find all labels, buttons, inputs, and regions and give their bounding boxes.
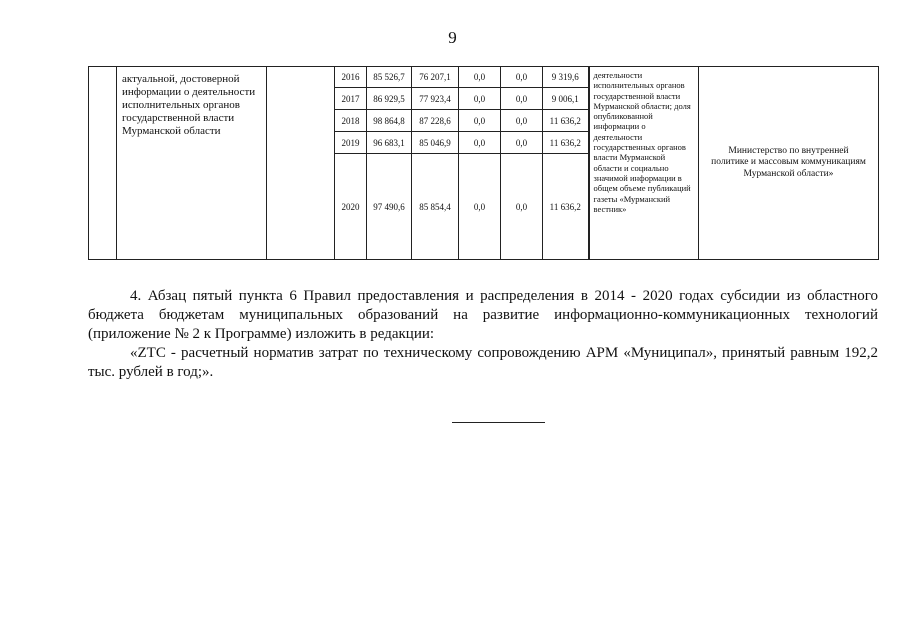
budget-table-container <box>88 66 879 260</box>
total-cell: 97 490,6 <box>367 154 412 260</box>
federal-cell: 0,0 <box>459 110 501 132</box>
year-cell: 2018 <box>335 110 367 132</box>
year-cell: 2017 <box>335 88 367 110</box>
total-cell: 98 864,8 <box>367 110 412 132</box>
other-cell: 9 006,1 <box>543 88 589 110</box>
measure-description: актуальной, достоверной информации о деятельности исполнительных органов государственной власти Мурманской области <box>117 67 267 260</box>
page-number: 9 <box>448 28 457 47</box>
other-cell: 11 636,2 <box>543 132 589 154</box>
federal-cell: 0,0 <box>459 154 501 260</box>
local-cell: 0,0 <box>501 154 543 260</box>
federal-cell: 0,0 <box>459 132 501 154</box>
total-cell: 86 929,5 <box>367 88 412 110</box>
total-cell: 96 683,1 <box>367 132 412 154</box>
other-cell: 9 319,6 <box>543 67 589 88</box>
regional-cell: 87 228,6 <box>412 110 459 132</box>
regional-cell: 85 046,9 <box>412 132 459 154</box>
local-cell: 0,0 <box>501 132 543 154</box>
federal-cell: 0,0 <box>459 88 501 110</box>
year-cell: 2016 <box>335 67 367 88</box>
regional-cell: 85 854,4 <box>412 154 459 260</box>
deadline-cell <box>267 67 335 260</box>
row-number-cell <box>89 67 117 260</box>
regional-cell: 77 923,4 <box>412 88 459 110</box>
indicator-cell: деятельности исполнительных органов государственной власти Мурманской области; доля опубликованной информации о деятельности государственных органов власти Мурманской области и социально значимой информации в общем объеме публикаций газеты «Мурманский вестник» <box>589 67 699 260</box>
amendment-paragraph: 4. Абзац пятый пункта 6 Правил предоставления и распределения в 2014 - 2020 годах субсидии из областного бюджета бюджетам муниципальных образований на развитие информационно-коммуникационных технологий (приложение № 2 к Программе) изложить в редакции: <box>88 288 878 342</box>
year-cell: 2019 <box>335 132 367 154</box>
year-cell: 2020 <box>335 154 367 260</box>
budget-table <box>88 66 879 260</box>
amendment-text <box>88 287 878 382</box>
end-separator-line <box>452 422 545 423</box>
local-cell: 0,0 <box>501 110 543 132</box>
total-cell: 85 526,7 <box>367 67 412 88</box>
table-row <box>89 67 879 88</box>
local-cell: 0,0 <box>501 88 543 110</box>
formula-paragraph: «ZТС - расчетный норматив затрат по техническому сопровождению АРМ «Муниципал», принятый равным 192,2 тыс. рублей в год;». <box>88 345 878 380</box>
other-cell: 11 636,2 <box>543 154 589 260</box>
local-cell: 0,0 <box>501 67 543 88</box>
regional-cell: 76 207,1 <box>412 67 459 88</box>
other-cell: 11 636,2 <box>543 110 589 132</box>
federal-cell: 0,0 <box>459 67 501 88</box>
executor-cell: Министерство по внутренней политике и массовым коммуникациям Мурманской области» <box>699 67 879 260</box>
